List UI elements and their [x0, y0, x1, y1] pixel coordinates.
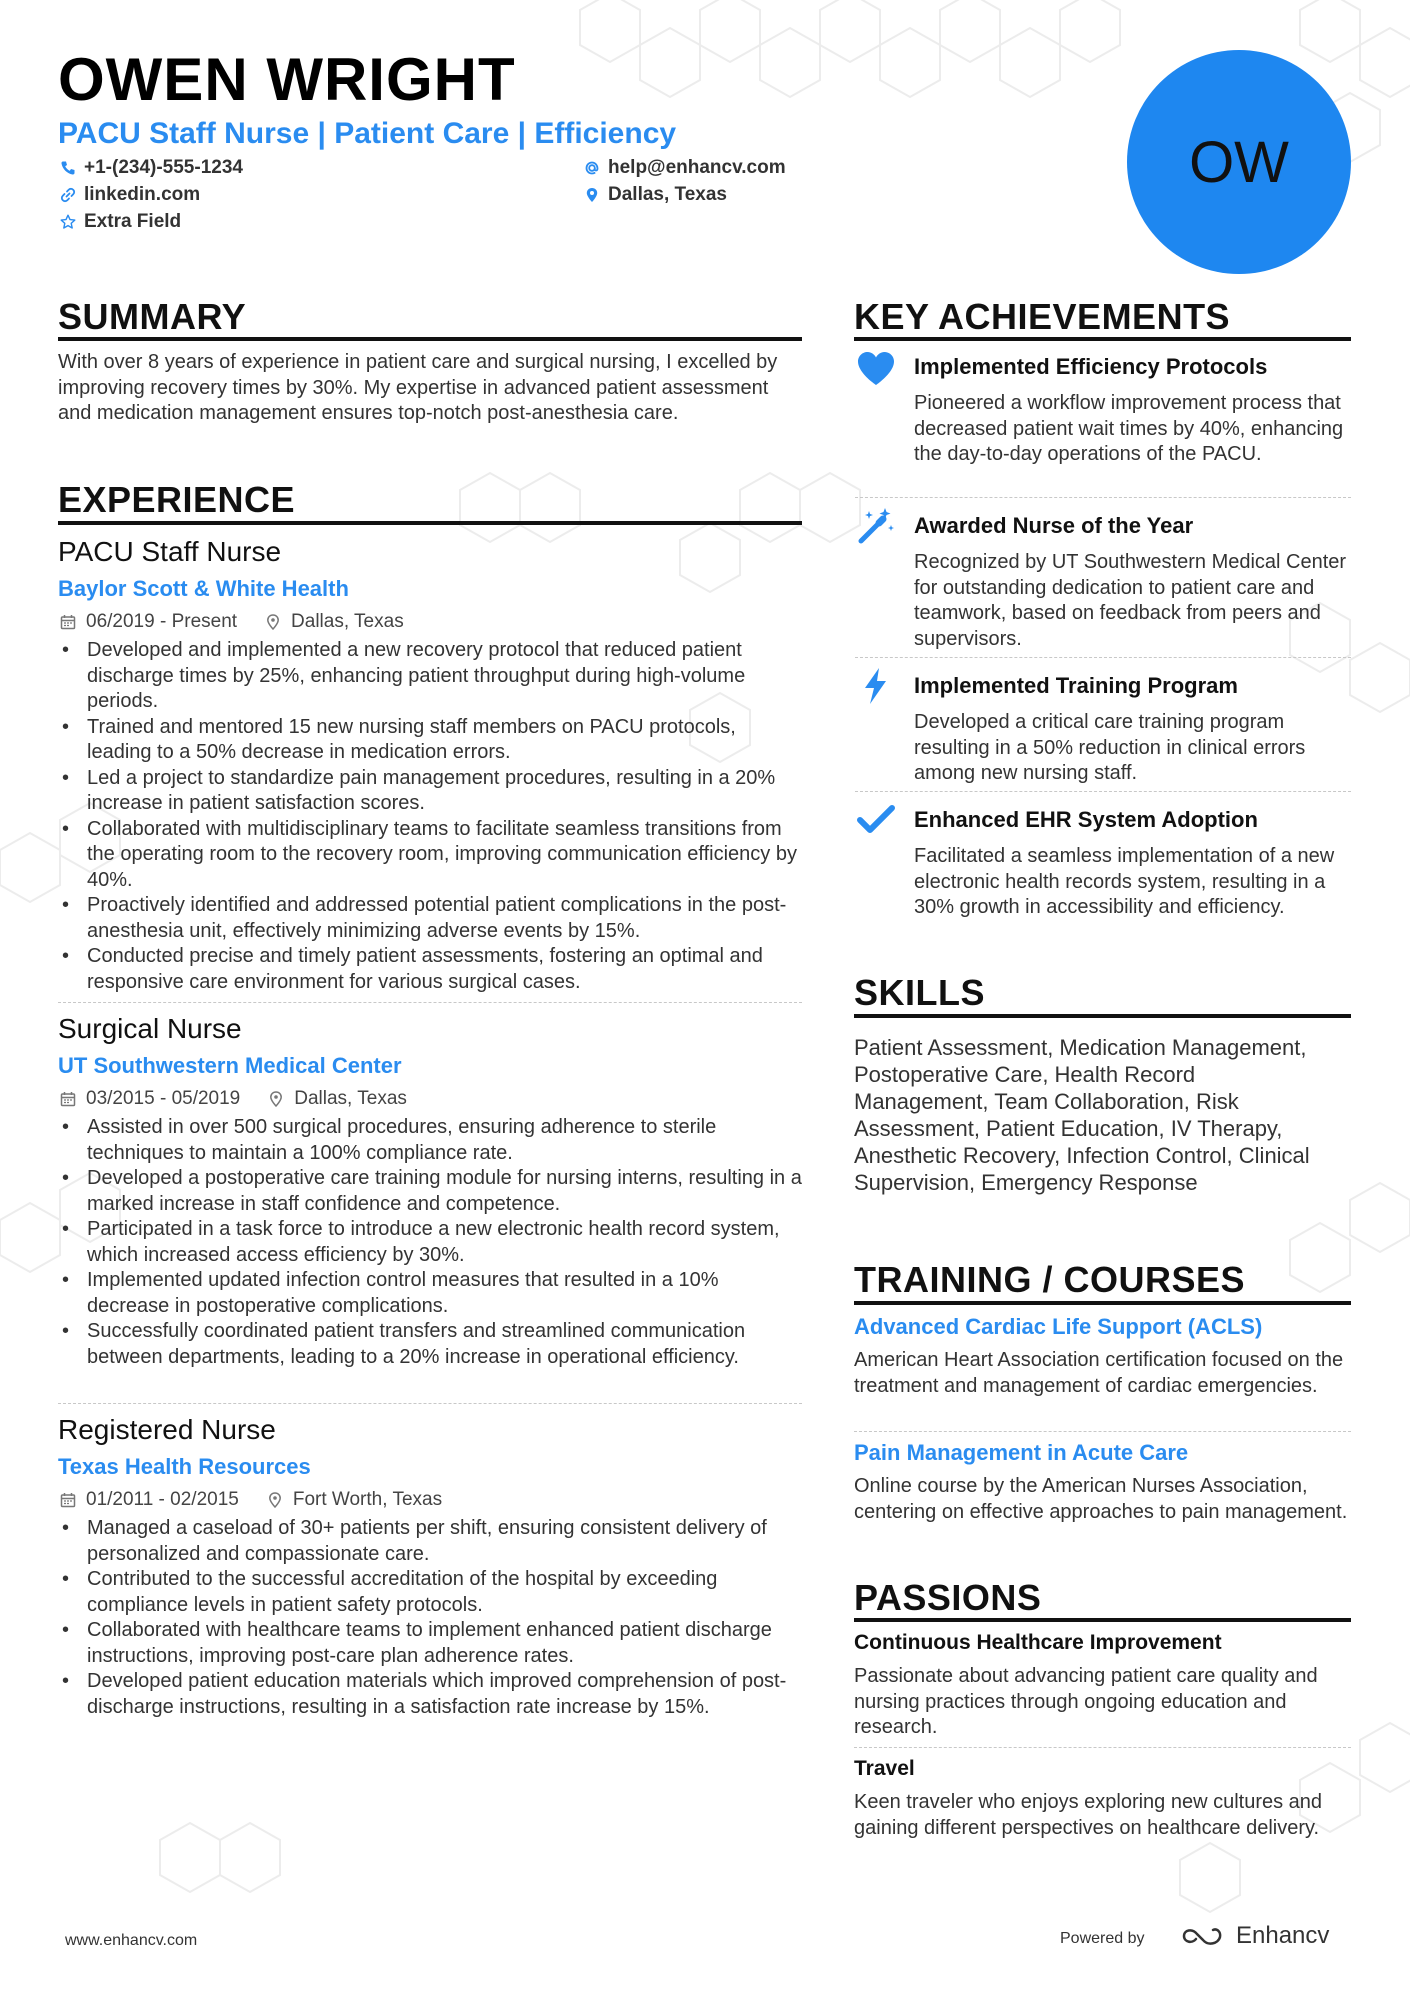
- achievement-title: Implemented Efficiency Protocols: [914, 354, 1268, 379]
- location-pin-icon: [267, 1492, 283, 1508]
- job-bullets: [60, 1516, 802, 1720]
- summary-divider: [58, 337, 802, 341]
- list-item: • Implemented updated infection control measures that resulted in a 10% decrease in postoperative complications.: [60, 1268, 802, 1319]
- enhancv-logo-icon: [1180, 1924, 1226, 1948]
- list-item: • Conducted precise and timely patient assessments, fostering an optimal and responsive care environment for various surgical cases.: [60, 944, 802, 995]
- job-company[interactable]: Texas Health Resources: [58, 1454, 311, 1479]
- list-item: • Collaborated with healthcare teams to implement enhanced patient discharge instructions, improving post-care plan adherence rates.: [60, 1618, 802, 1669]
- achievement-desc: Pioneered a workflow improvement process that decreased patient wait times by 40%, enhancing the day-to-day operations of the PACU.: [914, 392, 1344, 465]
- job-company[interactable]: Baylor Scott & White Health: [58, 576, 349, 601]
- heart-icon: [855, 348, 897, 390]
- avatar: [1127, 50, 1351, 274]
- phone-icon: [60, 160, 76, 176]
- lightning-icon: [855, 665, 897, 707]
- experience-title: EXPERIENCE: [58, 479, 296, 520]
- list-item: • Successfully coordinated patient transfers and streamlined communication between departments, leading to a 20% increase in operational efficiency.: [60, 1319, 802, 1370]
- training-divider: [854, 1301, 1351, 1305]
- summary-title: SUMMARY: [58, 296, 247, 337]
- powered-by-text: Powered by: [1060, 1930, 1145, 1947]
- skills-divider: [854, 1014, 1351, 1018]
- list-item: • Proactively identified and addressed potential patient complications in the post-anesthesia unit, effectively minimizing adverse events by 15%.: [60, 893, 802, 944]
- job-role: Surgical Nurse: [58, 1013, 242, 1044]
- location-pin-icon: [265, 614, 281, 630]
- job-location: Dallas, Texas: [291, 611, 404, 632]
- achievement-title: Implemented Training Program: [914, 673, 1238, 698]
- list-item: • Collaborated with multidisciplinary teams to facilitate seamless transitions from the operating room to the recovery room, improving communication efficiency by 40%.: [60, 817, 802, 894]
- checkmark-icon: [855, 799, 897, 841]
- job-bullets: [60, 1115, 802, 1370]
- list-item: • Developed a postoperative care training module for nursing interns, resulting in a marked increase in staff confidence and competence.: [60, 1166, 802, 1217]
- list-item: • Contributed to the successful accreditation of the hospital by exceeding compliance levels in patient safety protocols.: [60, 1567, 802, 1618]
- experience-divider: [58, 521, 802, 525]
- star-icon: [60, 214, 76, 230]
- course-desc: American Heart Association certification focused on the treatment and management of cardiac emergencies.: [854, 1349, 1344, 1397]
- course-title[interactable]: Pain Management in Acute Care: [854, 1440, 1189, 1465]
- link-icon: [60, 187, 76, 203]
- course-separator: [854, 1431, 1351, 1432]
- training-title: TRAINING / COURSES: [854, 1259, 1246, 1300]
- job-location: Fort Worth, Texas: [292, 1489, 443, 1510]
- job-role: Registered Nurse: [58, 1414, 276, 1445]
- enhancv-logo[interactable]: [1180, 1922, 1329, 1950]
- job-bullets: [60, 638, 802, 995]
- course-desc: Online course by the American Nurses Association, centering on effective approaches to pain management.: [854, 1475, 1348, 1523]
- calendar-icon: [60, 1091, 76, 1107]
- passion-separator: [854, 1747, 1351, 1748]
- footer-url[interactable]: www.enhancv.com: [65, 1932, 198, 1949]
- achievement-separator: [855, 497, 1351, 498]
- course-title[interactable]: Advanced Cardiac Life Support (ACLS): [854, 1314, 1263, 1339]
- passions-title: PASSIONS: [854, 1577, 1042, 1618]
- location-text: Dallas, Texas: [608, 184, 728, 205]
- job-meta: [60, 1489, 442, 1511]
- achievements-divider: [854, 337, 1351, 341]
- phone-contact[interactable]: [60, 157, 243, 179]
- extra-field-contact: [60, 211, 181, 233]
- calendar-icon: [60, 614, 76, 630]
- achievement-separator: [855, 791, 1351, 792]
- linkedin-text: linkedin.com: [84, 184, 201, 205]
- extra-field-text: Extra Field: [84, 211, 182, 232]
- job-role: PACU Staff Nurse: [58, 536, 282, 567]
- job-meta: [60, 611, 404, 633]
- job-meta: [60, 1088, 407, 1110]
- passion-desc: Passionate about advancing patient care quality and nursing practices through ongoing education and research.: [854, 1665, 1318, 1738]
- job-dates: 06/2019 - Present: [86, 611, 238, 632]
- passion-title: Travel: [854, 1757, 915, 1780]
- passion-title: Continuous Healthcare Improvement: [854, 1631, 1222, 1654]
- achievement-title: Awarded Nurse of the Year: [914, 513, 1194, 538]
- achievement-separator: [855, 657, 1351, 658]
- location-pin-icon: [268, 1091, 284, 1107]
- list-item: • Developed patient education materials which improved comprehension of post-discharge instructions, resulting in a satisfaction rate increase by 15%.: [60, 1669, 802, 1720]
- email-contact[interactable]: [584, 157, 786, 179]
- summary-text: With over 8 years of experience in patient care and surgical nursing, I excelled by improving recovery times by 30%. My expertise in advanced patient assessment and medication management ensures top-notch post-anesthesia care.: [58, 351, 778, 424]
- job-location: Dallas, Texas: [294, 1088, 407, 1109]
- achievement-desc: Recognized by UT Southwestern Medical Center for outstanding dedication to patient care and teamwork, based on feedback from peers and supervisors.: [914, 551, 1347, 650]
- achievement-desc: Developed a critical care training program resulting in a 50% reduction in clinical errors among new nursing staff.: [914, 711, 1306, 784]
- linkedin-contact[interactable]: [60, 184, 200, 206]
- location-pin-icon: [584, 187, 600, 203]
- passions-divider: [854, 1618, 1351, 1622]
- list-item: • Assisted in over 500 surgical procedures, ensuring adherence to sterile techniques to maintain a 100% compliance rate.: [60, 1115, 802, 1166]
- list-item: • Managed a caseload of 30+ patients per shift, ensuring consistent delivery of personalized and compassionate care.: [60, 1516, 802, 1567]
- calendar-icon: [60, 1492, 76, 1508]
- headline: PACU Staff Nurse | Patient Care | Efficiency: [58, 117, 677, 150]
- skills-title: SKILLS: [854, 972, 986, 1013]
- at-icon: [584, 160, 600, 176]
- passion-desc: Keen traveler who enjoys exploring new cultures and gaining different perspectives on healthcare delivery.: [854, 1791, 1323, 1839]
- location-contact: [584, 184, 727, 206]
- list-item: • Developed and implemented a new recovery protocol that reduced patient discharge times by 25%, enhancing patient throughput during high-volume periods.: [60, 638, 802, 715]
- candidate-name: OWEN WRIGHT: [58, 46, 516, 113]
- list-item: • Participated in a task force to introduce a new electronic health record system, which increased access efficiency by 30%.: [60, 1217, 802, 1268]
- list-item: • Led a project to standardize pain management procedures, resulting in a 20% increase in patient satisfaction scores.: [60, 766, 802, 817]
- phone-text: +1-(234)-555-1234: [84, 157, 243, 178]
- achievements-title: KEY ACHIEVEMENTS: [854, 296, 1231, 337]
- skills-list: Patient Assessment, Medication Management, Postoperative Care, Health Record Management, Team Collaboration, Risk Assessment, Patient Education, IV Therapy, Anesthetic Recovery, Infection Control, Clinical Supervision, Emergency Response: [854, 1035, 1310, 1195]
- job-separator: [58, 1002, 802, 1003]
- enhancv-logo-text: Enhancv: [1236, 1922, 1330, 1949]
- list-item: • Trained and mentored 15 new nursing staff members on PACU protocols, leading to a 50% decrease in medication errors.: [60, 715, 802, 766]
- achievement-title: Enhanced EHR System Adoption: [914, 807, 1258, 832]
- job-separator: [58, 1403, 802, 1404]
- job-company[interactable]: UT Southwestern Medical Center: [58, 1053, 402, 1078]
- achievement-desc: Facilitated a seamless implementation of a new electronic health records system, resulting in a 30% growth in accessibility and efficiency.: [914, 845, 1335, 918]
- job-dates: 01/2011 - 02/2015: [86, 1489, 239, 1510]
- magic-wand-icon: [855, 505, 897, 547]
- email-text: help@enhancv.com: [608, 157, 786, 178]
- avatar-initials: OW: [1189, 129, 1289, 195]
- job-dates: 03/2015 - 05/2019: [86, 1088, 241, 1109]
